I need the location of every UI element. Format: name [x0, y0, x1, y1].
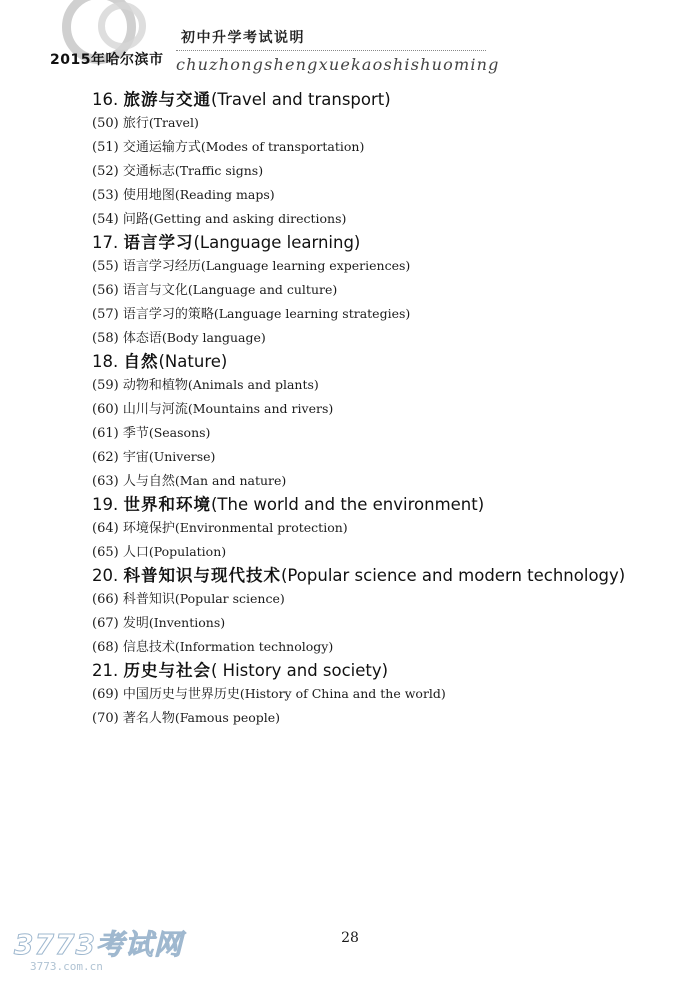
item-label-en: (Popular science): [174, 591, 285, 606]
list-item: [92, 587, 652, 611]
item-label-zh: 旅行: [122, 116, 149, 131]
item-label-zh: 使用地图: [122, 188, 175, 203]
section-title-zh: 自然: [123, 352, 159, 371]
item-number: (60): [92, 402, 119, 417]
item-number: (51): [92, 140, 119, 155]
item-label-en: (Modes of transportation): [200, 139, 365, 154]
item-label-en: (Reading maps): [174, 187, 275, 202]
list-item: [92, 706, 652, 730]
item-label-zh: 科普知识: [122, 592, 175, 607]
item-label-zh: 语言学习的策略: [122, 307, 214, 322]
item-number: (55): [92, 259, 119, 274]
list-item: [92, 302, 652, 326]
item-label-zh: 人与自然: [122, 474, 175, 489]
item-label-zh: 人口: [122, 545, 149, 560]
section-number: 21.: [92, 661, 119, 680]
item-label-en: (Travel): [148, 115, 199, 130]
section-number: 20.: [92, 566, 119, 585]
list-item: [92, 159, 652, 183]
list-item: [92, 516, 652, 540]
section-number: 19.: [92, 495, 119, 514]
section-title-en: (Nature): [158, 352, 228, 371]
list-item: [92, 469, 652, 493]
section-title-en: ( History and society): [211, 661, 389, 680]
section-title-zh: 科普知识与现代技术: [123, 566, 281, 585]
item-number: (57): [92, 307, 119, 322]
topic-section: [92, 564, 652, 659]
list-item: [92, 421, 652, 445]
list-item: [92, 278, 652, 302]
section-title-zh: 世界和环境: [123, 495, 211, 514]
list-item: [92, 682, 652, 706]
item-number: (53): [92, 188, 119, 203]
topic-section: [92, 350, 652, 493]
item-number: (56): [92, 283, 119, 298]
item-label-zh: 语言学习经历: [122, 259, 201, 274]
item-label-en: (Language and culture): [187, 282, 338, 297]
item-number: (65): [92, 545, 119, 560]
section-number: 17.: [92, 233, 119, 252]
list-item: [92, 540, 652, 564]
section-heading: [92, 88, 652, 111]
item-number: (69): [92, 687, 119, 702]
item-number: (61): [92, 426, 119, 441]
list-item: [92, 397, 652, 421]
section-title-zh: 历史与社会: [123, 661, 211, 680]
item-label-zh: 中国历史与世界历史: [122, 687, 240, 702]
item-label-en: (Getting and asking directions): [148, 211, 347, 226]
item-number: (64): [92, 521, 119, 536]
item-label-en: (Universe): [148, 449, 216, 464]
item-label-en: (Mountains and rivers): [187, 401, 334, 416]
section-title-zh: 语言学习: [123, 233, 194, 252]
item-label-en: (Animals and plants): [187, 377, 319, 392]
item-label-en: (Environmental protection): [174, 520, 348, 535]
item-number: (66): [92, 592, 119, 607]
item-label-zh: 交通标志: [122, 164, 175, 179]
item-number: (59): [92, 378, 119, 393]
list-item: [92, 135, 652, 159]
item-label-en: (Information technology): [174, 639, 334, 654]
header-year-city: 2015年哈尔滨市: [50, 52, 164, 68]
section-title-en: (Travel and transport): [211, 90, 391, 109]
item-number: (62): [92, 450, 119, 465]
list-item: [92, 611, 652, 635]
item-number: (50): [92, 116, 119, 131]
item-number: (70): [92, 711, 119, 726]
topic-section: [92, 231, 652, 350]
item-label-zh: 山川与河流: [122, 402, 188, 417]
section-heading: [92, 564, 652, 587]
item-label-zh: 交通运输方式: [122, 140, 201, 155]
item-label-en: (Population): [148, 544, 227, 559]
section-heading: [92, 350, 652, 373]
item-label-en: (Man and nature): [174, 473, 287, 488]
section-title-en: (The world and the environment): [211, 495, 485, 514]
section-number: 16.: [92, 90, 119, 109]
list-item: [92, 445, 652, 469]
list-item: [92, 183, 652, 207]
item-label-en: (Language learning strategies): [213, 306, 411, 321]
watermark-logo: [14, 923, 183, 973]
item-label-en: (History of China and the world): [239, 686, 446, 701]
item-label-en: (Seasons): [148, 425, 211, 440]
header-pinyin: chuzhongshengxuekaoshishuoming: [176, 55, 500, 74]
item-label-en: (Famous people): [174, 710, 281, 725]
item-label-zh: 环境保护: [122, 521, 175, 536]
list-item: [92, 373, 652, 397]
section-number: 18.: [92, 352, 119, 371]
item-number: (52): [92, 164, 119, 179]
item-number: (54): [92, 212, 119, 227]
item-label-en: (Language learning experiences): [200, 258, 411, 273]
item-label-en: (Inventions): [148, 615, 226, 630]
list-item: [92, 207, 652, 231]
section-heading: [92, 231, 652, 254]
item-label-zh: 著名人物: [122, 711, 175, 726]
section-heading: [92, 659, 652, 682]
section-title-en: (Popular science and modern technology): [281, 566, 626, 585]
item-number: (58): [92, 331, 119, 346]
topic-section: [92, 659, 652, 730]
topic-section: [92, 88, 652, 231]
section-title-zh: 旅游与交通: [123, 90, 211, 109]
list-item: [92, 254, 652, 278]
item-label-zh: 宇宙: [122, 450, 149, 465]
item-number: (68): [92, 640, 119, 655]
item-label-zh: 体态语: [122, 331, 162, 346]
header-title: 初中升学考试说明: [181, 30, 305, 46]
item-label-zh: 季节: [122, 426, 149, 441]
item-label-zh: 动物和植物: [122, 378, 188, 393]
item-label-zh: 问路: [122, 212, 149, 227]
item-label-zh: 信息技术: [122, 640, 175, 655]
topic-section: [92, 493, 652, 564]
section-title-en: (Language learning): [193, 233, 361, 252]
item-label-zh: 语言与文化: [122, 283, 188, 298]
item-number: (67): [92, 616, 119, 631]
item-label-en: (Body language): [161, 330, 266, 345]
item-label-zh: 发明: [122, 616, 149, 631]
item-label-en: (Traffic signs): [174, 163, 264, 178]
list-item: [92, 326, 652, 350]
list-item: [92, 635, 652, 659]
watermark-url: 3773.com.cn: [30, 960, 103, 973]
topic-list: [92, 88, 652, 730]
decorative-circle: [98, 2, 146, 50]
header-divider: [176, 50, 486, 51]
page-header: [0, 0, 700, 90]
watermark-text: 3773考试网: [14, 928, 183, 961]
section-heading: [92, 493, 652, 516]
item-number: (63): [92, 474, 119, 489]
list-item: [92, 111, 652, 135]
page-number: 28: [341, 930, 359, 946]
